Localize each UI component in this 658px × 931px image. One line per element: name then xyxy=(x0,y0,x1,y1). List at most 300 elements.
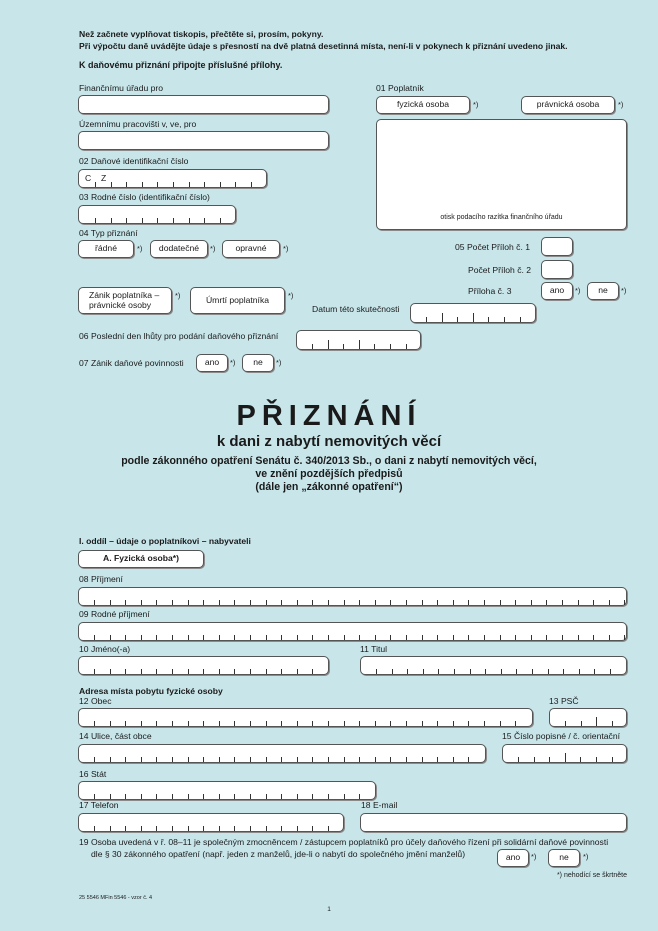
psc-tick-marks xyxy=(550,720,626,726)
tick-mark xyxy=(281,635,282,640)
psc-label: 13 PSČ xyxy=(549,696,579,706)
tick-mark xyxy=(376,669,377,674)
tick-mark xyxy=(94,826,95,831)
f19-ano-option[interactable]: ano xyxy=(497,849,529,867)
cislo-popisne-tick-marks xyxy=(503,756,626,762)
opravne-option[interactable]: opravné xyxy=(222,240,280,258)
tick-mark xyxy=(407,669,408,674)
form-subtitle: k dani z nabytí nemovitých věcí xyxy=(216,433,442,450)
rodne-cislo-input[interactable] xyxy=(78,205,236,224)
dic-tick-marks xyxy=(79,181,266,187)
tick-mark xyxy=(610,669,611,674)
tick-mark xyxy=(142,182,143,187)
pracoviste-input[interactable] xyxy=(78,131,329,150)
footnote: *) nehodící se škrtněte xyxy=(556,872,627,879)
star-note: *) xyxy=(618,100,624,109)
tick-mark xyxy=(172,826,173,831)
tick-mark xyxy=(203,826,204,831)
form-legal-line-2: ve znění pozdějších předpisů xyxy=(255,468,403,480)
tick-mark xyxy=(172,794,173,799)
tick-mark xyxy=(94,794,95,799)
jmeno-label: 10 Jméno(-a) xyxy=(79,644,131,654)
star-note: *) xyxy=(175,291,181,300)
tick-mark xyxy=(328,826,329,831)
tick-mark xyxy=(390,600,391,605)
jmeno-input[interactable] xyxy=(78,656,329,675)
tick-mark xyxy=(500,635,501,640)
tick-mark xyxy=(110,669,111,674)
prijmeni-input[interactable] xyxy=(78,587,627,606)
datum-skutecnosti-label: Datum této skutečnosti xyxy=(312,304,400,314)
rodne-cislo-label: 03 Rodné číslo (identifikační číslo) xyxy=(79,192,210,202)
tick-mark xyxy=(297,635,298,640)
tick-mark xyxy=(234,669,235,674)
tick-mark xyxy=(612,721,613,726)
tick-mark xyxy=(565,753,566,762)
tick-mark xyxy=(468,600,469,605)
tick-mark xyxy=(312,757,313,762)
section-1-heading: I. oddíl – údaje o poplatníkovi – nabyvateli xyxy=(79,536,251,546)
tick-mark xyxy=(281,600,282,605)
tick-mark xyxy=(581,721,582,726)
titul-input[interactable] xyxy=(360,656,627,675)
tick-mark xyxy=(250,721,251,726)
tick-mark xyxy=(453,600,454,605)
tick-mark xyxy=(359,635,360,640)
tick-mark xyxy=(562,635,563,640)
priloha-3-ne-option[interactable]: ne xyxy=(587,282,619,300)
tick-mark xyxy=(578,600,579,605)
tick-mark xyxy=(94,669,95,674)
tick-mark xyxy=(188,635,189,640)
tick-mark xyxy=(437,600,438,605)
tick-mark xyxy=(234,826,235,831)
obec-label: 12 Obec xyxy=(79,696,112,706)
dic-prefix-c: C xyxy=(85,173,92,183)
tick-mark xyxy=(172,669,173,674)
tick-mark xyxy=(266,757,267,762)
tick-mark xyxy=(624,635,625,640)
tick-mark xyxy=(422,757,423,762)
tick-mark xyxy=(546,635,547,640)
tick-mark xyxy=(531,635,532,640)
tick-mark xyxy=(515,635,516,640)
tick-mark xyxy=(281,669,282,674)
tick-mark xyxy=(426,317,427,322)
tick-mark xyxy=(297,600,298,605)
zanik-povinnosti-ano-option[interactable]: ano xyxy=(196,354,228,372)
star-note: *) xyxy=(288,291,294,300)
tick-mark xyxy=(188,669,189,674)
tick-mark xyxy=(220,182,221,187)
fyzicka-osoba-subsection[interactable]: A. Fyzická osoba*) xyxy=(78,550,204,568)
rodne-prijmeni-tick-marks xyxy=(79,634,626,640)
tick-mark xyxy=(204,218,205,223)
tick-mark xyxy=(515,721,516,726)
stat-tick-marks xyxy=(79,793,375,799)
tick-mark xyxy=(219,757,220,762)
tick-mark xyxy=(111,218,112,223)
tick-mark xyxy=(110,826,111,831)
tick-mark xyxy=(485,669,486,674)
radne-option[interactable]: řádné xyxy=(78,240,134,258)
tick-mark xyxy=(580,757,581,762)
tick-mark xyxy=(565,721,566,726)
tick-mark xyxy=(312,794,313,799)
tick-mark xyxy=(125,757,126,762)
tick-mark xyxy=(125,826,126,831)
form-legal-line-1: podle zákonného opatření Senátu č. 340/2013 Sb., o dani z nabytí nemovitých věcí, xyxy=(121,455,537,467)
tick-mark xyxy=(250,669,251,674)
tick-mark xyxy=(156,635,157,640)
tick-mark xyxy=(468,635,469,640)
tick-mark xyxy=(266,600,267,605)
zanik-povinnosti-ne-option[interactable]: ne xyxy=(242,354,274,372)
tick-mark xyxy=(609,635,610,640)
page-number: 1 xyxy=(327,906,331,913)
tick-mark xyxy=(438,669,439,674)
tick-mark xyxy=(328,721,329,726)
tick-mark xyxy=(312,344,313,349)
tick-mark xyxy=(94,757,95,762)
tick-mark xyxy=(344,721,345,726)
tick-mark xyxy=(125,721,126,726)
typ-priznani-label: 04 Typ přiznání xyxy=(79,228,138,238)
datum-tick-marks xyxy=(411,316,535,322)
tick-mark xyxy=(266,669,267,674)
tick-mark xyxy=(328,757,329,762)
tick-mark xyxy=(423,669,424,674)
financni-urad-label: Finančnímu úřadu pro xyxy=(79,83,164,93)
tick-mark xyxy=(392,669,393,674)
tick-mark xyxy=(95,182,96,187)
tick-mark xyxy=(390,344,391,349)
tick-mark xyxy=(406,721,407,726)
tick-mark xyxy=(297,826,298,831)
tick-mark xyxy=(141,669,142,674)
tick-mark xyxy=(219,669,220,674)
tick-mark xyxy=(532,669,533,674)
tick-mark xyxy=(172,721,173,726)
tick-mark xyxy=(594,669,595,674)
tick-mark xyxy=(219,794,220,799)
tick-mark xyxy=(281,721,282,726)
tick-mark xyxy=(125,669,126,674)
tick-mark xyxy=(126,218,127,223)
tick-mark xyxy=(375,635,376,640)
address-heading: Adresa místa pobytu fyzické osoby xyxy=(79,686,223,696)
star-note: *) xyxy=(283,244,289,253)
tick-mark xyxy=(312,826,313,831)
tick-mark xyxy=(141,600,142,605)
tick-mark xyxy=(501,669,502,674)
email-input[interactable] xyxy=(360,813,627,832)
tick-mark xyxy=(203,635,204,640)
tick-mark xyxy=(266,721,267,726)
f19-line-1: 19 Osoba uvedená v ř. 08–11 je společným zmocněncem / zástupcem poplatníků pro účely daňového řízení při solidární daňové povinnosti xyxy=(79,837,609,847)
star-note: *) xyxy=(276,358,282,367)
tick-mark xyxy=(156,721,157,726)
ulice-tick-marks xyxy=(79,756,485,762)
tick-mark xyxy=(515,600,516,605)
tick-mark xyxy=(390,721,391,726)
umrti-poplatnika-option[interactable]: Úmrtí poplatníka xyxy=(190,287,285,314)
dodatecne-option[interactable]: dodatečné xyxy=(150,240,208,258)
tick-mark xyxy=(204,182,205,187)
tick-mark xyxy=(219,826,220,831)
tick-mark xyxy=(250,794,251,799)
tick-mark xyxy=(473,313,474,322)
tick-mark xyxy=(126,182,127,187)
tick-mark xyxy=(468,721,469,726)
tick-mark xyxy=(504,317,505,322)
tick-mark xyxy=(203,600,204,605)
tick-mark xyxy=(457,317,458,322)
telefon-input[interactable] xyxy=(78,813,344,832)
tick-mark xyxy=(156,757,157,762)
pocet-priloh-2-label: Počet Příloh č. 2 xyxy=(468,265,532,275)
tick-mark xyxy=(328,340,329,349)
tick-mark xyxy=(250,757,251,762)
tick-mark xyxy=(422,600,423,605)
stamp-area xyxy=(376,119,627,230)
rodne-prijmeni-input[interactable] xyxy=(78,622,627,641)
priloha-3-ano-option[interactable]: ano xyxy=(541,282,573,300)
tick-mark xyxy=(344,794,345,799)
tick-mark xyxy=(344,600,345,605)
stamp-caption: otisk podacího razítka finančního úřadu xyxy=(440,214,563,221)
tick-mark xyxy=(189,218,190,223)
tick-mark xyxy=(141,826,142,831)
telefon-label: 17 Telefon xyxy=(79,800,119,810)
tick-mark xyxy=(251,182,252,187)
tick-mark xyxy=(297,669,298,674)
star-note: *) xyxy=(621,286,627,295)
rodne-cislo-tick-marks xyxy=(79,217,235,223)
prijmeni-label: 08 Příjmení xyxy=(79,574,123,584)
posledni-den-lhuty-label: 06 Poslední den lhůty pro podání daňového přiznání xyxy=(79,331,279,341)
dic-label: 02 Daňové identifikační číslo xyxy=(79,156,189,166)
tick-mark xyxy=(437,721,438,726)
tick-mark xyxy=(593,635,594,640)
tick-mark xyxy=(422,721,423,726)
obec-input[interactable] xyxy=(78,708,533,727)
tick-mark xyxy=(531,600,532,605)
tick-mark xyxy=(484,600,485,605)
zanik-povinnosti-label: 07 Zánik daňové povinnosti xyxy=(79,358,184,368)
priloha-3-label: Příloha č. 3 xyxy=(468,286,512,296)
tick-mark xyxy=(344,757,345,762)
tick-mark xyxy=(219,635,220,640)
pocet-priloh-1-label: 05 Počet Příloh č. 1 xyxy=(455,242,530,252)
tick-mark xyxy=(359,721,360,726)
tick-mark xyxy=(219,600,220,605)
tick-mark xyxy=(359,794,360,799)
cislo-popisne-input[interactable] xyxy=(502,744,627,763)
tick-mark xyxy=(157,218,158,223)
tick-mark xyxy=(156,826,157,831)
tick-mark xyxy=(422,635,423,640)
tick-mark xyxy=(281,826,282,831)
star-note: *) xyxy=(575,286,581,295)
tick-mark xyxy=(156,600,157,605)
tick-mark xyxy=(111,182,112,187)
tick-mark xyxy=(234,635,235,640)
tick-mark xyxy=(624,600,625,605)
tick-mark xyxy=(453,721,454,726)
tick-mark xyxy=(110,721,111,726)
pocet-priloh-2-input[interactable] xyxy=(541,260,573,279)
tick-mark xyxy=(172,600,173,605)
tick-mark xyxy=(141,757,142,762)
tick-mark xyxy=(110,794,111,799)
tick-mark xyxy=(95,218,96,223)
tick-mark xyxy=(94,721,95,726)
tick-mark xyxy=(188,721,189,726)
tick-mark xyxy=(500,600,501,605)
tick-mark xyxy=(390,635,391,640)
tick-mark xyxy=(250,826,251,831)
star-note: *) xyxy=(531,852,537,861)
tick-mark xyxy=(220,218,221,223)
tick-mark xyxy=(141,794,142,799)
tick-mark xyxy=(593,600,594,605)
tick-mark xyxy=(281,794,282,799)
tick-mark xyxy=(359,600,360,605)
tick-mark xyxy=(110,635,111,640)
tick-mark xyxy=(110,600,111,605)
tick-mark xyxy=(578,635,579,640)
instruction-line-2: Při výpočtu daně uvádějte údaje s přesností na dvě platná desetinná místa, není-li v pokynech k přiznání uvedeno jinak. xyxy=(79,41,568,51)
tick-mark xyxy=(562,600,563,605)
tick-mark xyxy=(250,600,251,605)
star-note: *) xyxy=(137,244,143,253)
tick-mark xyxy=(141,721,142,726)
tick-mark xyxy=(157,182,158,187)
tick-mark xyxy=(203,794,204,799)
tick-mark xyxy=(297,721,298,726)
tick-mark xyxy=(390,757,391,762)
tick-mark xyxy=(500,721,501,726)
tick-mark xyxy=(203,757,204,762)
jmeno-tick-marks xyxy=(79,668,328,674)
tick-mark xyxy=(110,757,111,762)
tick-mark xyxy=(188,794,189,799)
tick-mark xyxy=(312,721,313,726)
dic-input[interactable] xyxy=(78,169,267,188)
tick-mark xyxy=(234,721,235,726)
tick-mark xyxy=(156,669,157,674)
form-code: 25 5546 MFin 5546 - vzor č. 4 xyxy=(79,895,153,901)
financni-urad-input[interactable] xyxy=(78,95,329,114)
tick-mark xyxy=(266,794,267,799)
tick-mark xyxy=(266,635,267,640)
tick-mark xyxy=(359,757,360,762)
instruction-line-3: K daňovému přiznání připojte příslušné přílohy. xyxy=(79,60,283,70)
tick-mark xyxy=(219,721,220,726)
tick-mark xyxy=(520,317,521,322)
tick-mark xyxy=(548,669,549,674)
instruction-line-1: Než začnete vyplňovat tiskopis, přečtěte si, prosím, pokyny. xyxy=(79,29,324,39)
tick-mark xyxy=(125,794,126,799)
tick-mark xyxy=(406,344,407,349)
obec-tick-marks xyxy=(79,720,532,726)
pracoviste-label: Územnímu pracovišti v, ve, pro xyxy=(79,119,197,129)
rodne-prijmeni-label: 09 Rodné příjmení xyxy=(79,609,150,619)
tick-mark xyxy=(328,600,329,605)
tick-mark xyxy=(312,635,313,640)
tick-mark xyxy=(94,600,95,605)
tick-mark xyxy=(203,669,204,674)
tick-mark xyxy=(125,600,126,605)
tick-mark xyxy=(453,757,454,762)
tick-mark xyxy=(281,757,282,762)
tick-mark xyxy=(546,600,547,605)
titul-label: 11 Titul xyxy=(360,644,388,654)
tick-mark xyxy=(453,635,454,640)
tick-mark xyxy=(234,600,235,605)
tick-mark xyxy=(203,721,204,726)
tick-mark xyxy=(549,757,550,762)
tick-mark xyxy=(516,669,517,674)
tick-mark xyxy=(406,635,407,640)
tick-mark xyxy=(468,757,469,762)
tick-mark xyxy=(484,721,485,726)
tick-mark xyxy=(172,757,173,762)
tick-mark xyxy=(172,635,173,640)
tick-mark xyxy=(234,757,235,762)
pocet-priloh-1-input[interactable] xyxy=(541,237,573,256)
datum-skutecnosti-input[interactable] xyxy=(410,303,536,323)
lhuta-tick-marks xyxy=(297,343,420,349)
posledni-den-lhuty-input[interactable] xyxy=(296,330,421,350)
tick-mark xyxy=(343,344,344,349)
zanik-poplatnika-option[interactable]: Zánik poplatníka – právnické osoby xyxy=(78,287,172,314)
tick-mark xyxy=(596,717,597,726)
titul-tick-marks xyxy=(361,668,626,674)
tick-mark xyxy=(125,635,126,640)
tick-mark xyxy=(189,182,190,187)
ulice-input[interactable] xyxy=(78,744,486,763)
psc-input[interactable] xyxy=(549,708,627,727)
tick-mark xyxy=(488,317,489,322)
tick-mark xyxy=(375,600,376,605)
stat-label: 16 Stát xyxy=(79,769,107,779)
stat-input[interactable] xyxy=(78,781,376,800)
prijmeni-tick-marks xyxy=(79,599,626,605)
f19-ne-option[interactable]: ne xyxy=(548,849,580,867)
tick-mark xyxy=(406,757,407,762)
star-note: *) xyxy=(230,358,236,367)
tick-mark xyxy=(142,218,143,223)
tick-mark xyxy=(609,600,610,605)
tick-mark xyxy=(250,635,251,640)
tick-mark xyxy=(534,757,535,762)
pravnicka-osoba-option[interactable]: právnická osoba xyxy=(521,96,615,114)
tick-mark xyxy=(437,635,438,640)
star-note: *) xyxy=(583,852,589,861)
tick-mark xyxy=(437,757,438,762)
tick-mark xyxy=(328,635,329,640)
tick-mark xyxy=(141,635,142,640)
tick-mark xyxy=(596,757,597,762)
fyzicka-osoba-option[interactable]: fyzická osoba xyxy=(376,96,470,114)
tick-mark xyxy=(297,757,298,762)
tick-mark xyxy=(470,669,471,674)
tick-mark xyxy=(612,757,613,762)
tick-mark xyxy=(235,182,236,187)
ulice-label: 14 Ulice, část obce xyxy=(79,731,152,741)
